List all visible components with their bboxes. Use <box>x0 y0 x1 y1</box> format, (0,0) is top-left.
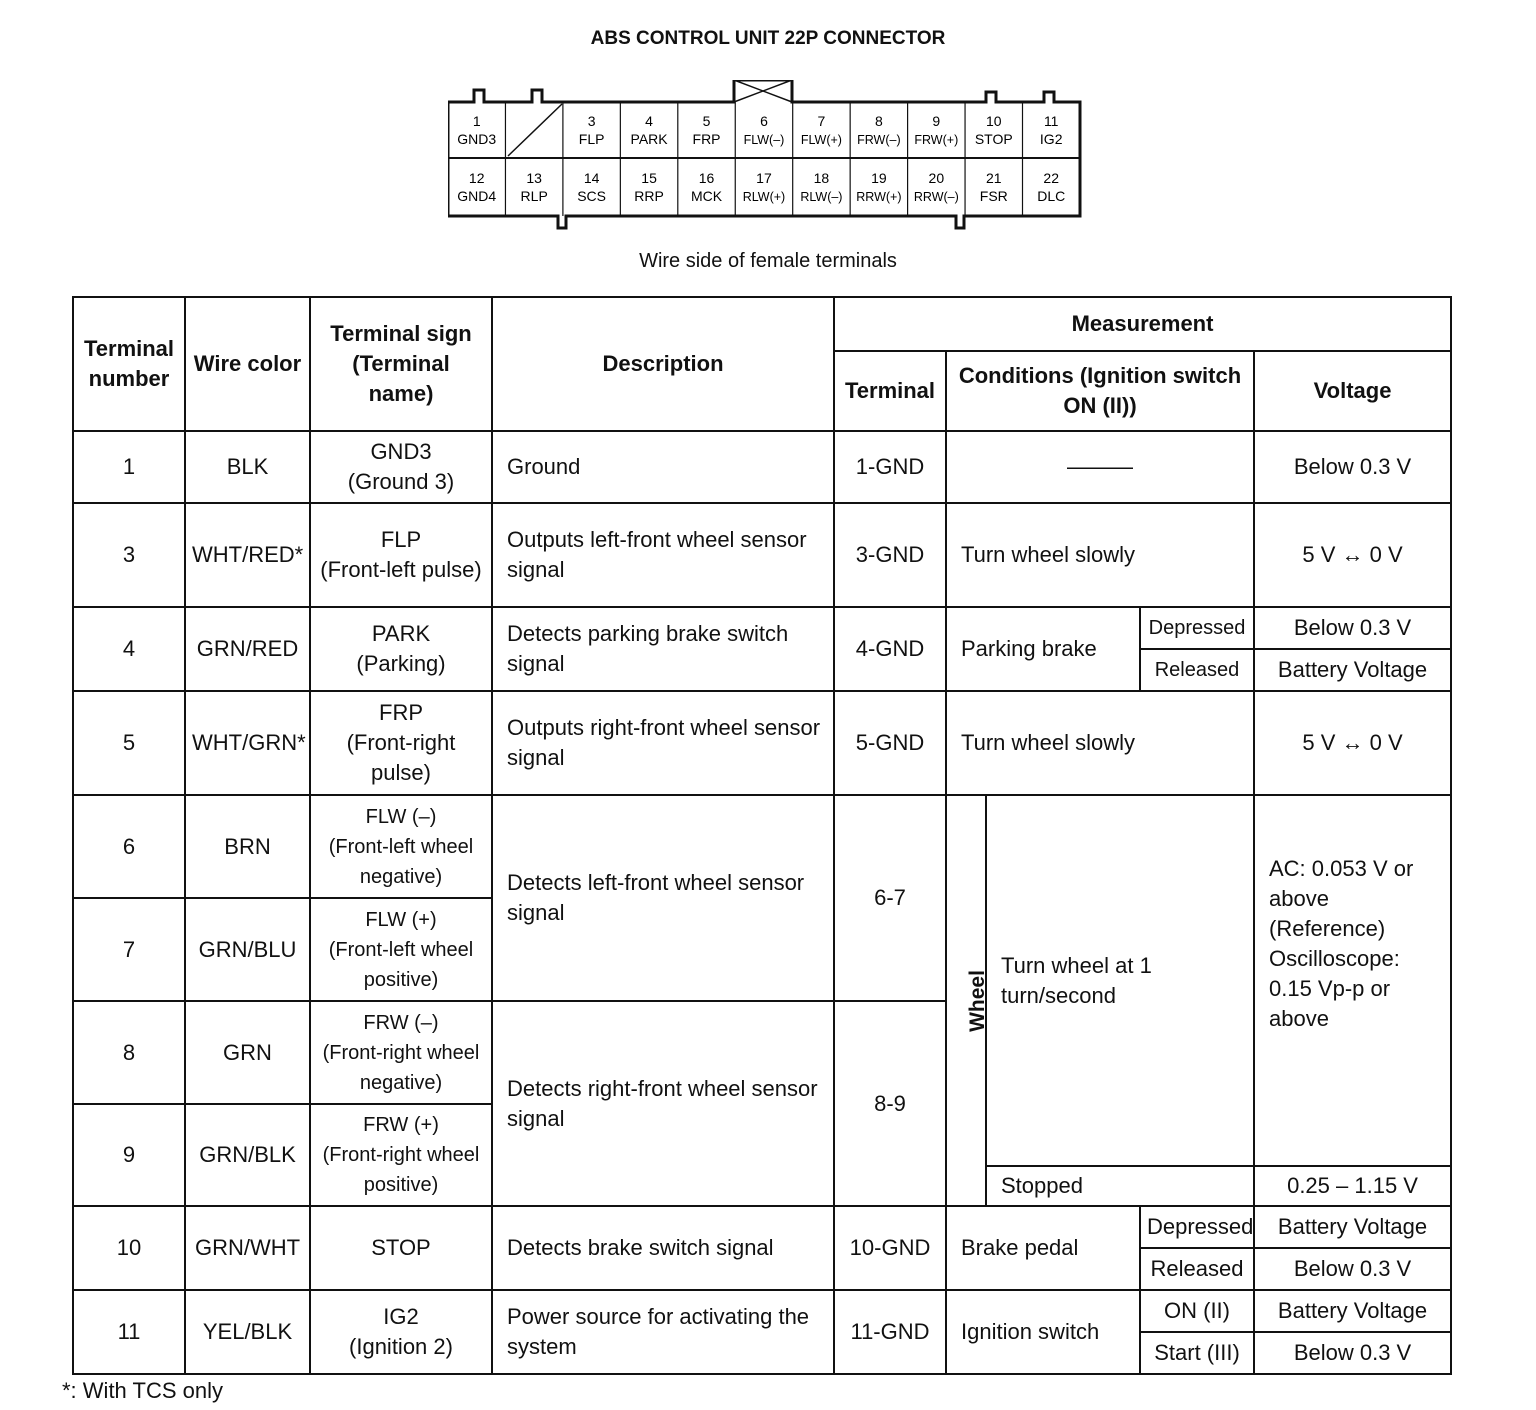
connector-pin-sign: RLP <box>520 188 548 204</box>
connector-pin-number: 5 <box>702 113 711 129</box>
connector-pin-number: 7 <box>817 113 826 129</box>
connector-pin-sign: RRW(–) <box>913 190 959 204</box>
terminal-sign <box>310 795 492 898</box>
terminal-table <box>72 296 1452 1375</box>
sign: GND3 <box>370 439 432 464</box>
condition: Turn wheel slowly <box>946 691 1254 795</box>
table-row <box>73 795 1451 898</box>
header-terminal: Terminal <box>834 351 946 431</box>
header-terminal-sign: Terminal sign (Terminal name) <box>310 297 492 431</box>
voltage: Battery Voltage <box>1254 1290 1451 1332</box>
voltage: 5 V ↔ 0 V <box>1254 503 1451 607</box>
connector-pin-sign: GND4 <box>457 188 497 204</box>
voltage: AC: 0.053 V or above (Reference) Oscilloscope: 0.15 Vp-p or above <box>1254 795 1451 1166</box>
measure-terminal: 4-GND <box>834 607 946 691</box>
sign: FLW (+) <box>365 908 437 931</box>
terminal-sign <box>310 898 492 1001</box>
terminal-sign <box>310 431 492 503</box>
terminal-sign <box>310 503 492 607</box>
sign-name: (Front-right wheel negative) <box>322 1041 480 1094</box>
description: Detects parking brake switch signal <box>492 607 834 691</box>
table-row <box>73 607 1451 649</box>
wire-color: BLK <box>185 431 310 503</box>
description: Outputs left-front wheel sensor signal <box>492 503 834 607</box>
condition: Turn wheel at 1 turn/second <box>986 795 1254 1166</box>
terminal-number: 10 <box>73 1206 185 1290</box>
table-row <box>73 431 1451 503</box>
sub-condition: Start (III) <box>1140 1332 1254 1374</box>
voltage: Battery Voltage <box>1254 649 1451 691</box>
wire-color: WHT/GRN* <box>185 691 310 795</box>
connector-pin-sign: MCK <box>690 188 723 204</box>
header-conditions: Conditions (Ignition switch ON (II)) <box>946 351 1254 431</box>
connector-pin-number: 18 <box>813 170 830 186</box>
sign-name: (Parking) <box>356 651 446 676</box>
terminal-sign <box>310 1001 492 1104</box>
description: Detects brake switch signal <box>492 1206 834 1290</box>
connector-pin-sign: GND3 <box>457 131 497 147</box>
description: Detects left-front wheel sensor signal <box>492 795 834 1001</box>
connector-pin-number: 19 <box>871 170 887 186</box>
connector-pin-sign: SCS <box>577 188 607 204</box>
connector-diagram <box>448 80 1084 232</box>
connector-pin-number: 21 <box>985 170 1002 186</box>
voltage: Below 0.3 V <box>1254 607 1451 649</box>
connector-pin-sign: RLW(–) <box>800 190 843 204</box>
connector-pin-number: 17 <box>756 170 772 186</box>
voltage: Battery Voltage <box>1254 1206 1451 1248</box>
wheel-label-cell <box>946 795 989 1206</box>
connector-pin-number: 4 <box>645 113 653 129</box>
wire-color: YEL/BLK <box>185 1290 310 1374</box>
sub-condition: Depressed <box>1140 1206 1254 1248</box>
connector-pin-number: 12 <box>468 170 485 186</box>
sign-name: (Front-right pulse) <box>346 730 456 785</box>
table-row <box>73 503 1451 607</box>
connector-pin-sign: IG2 <box>1039 131 1063 147</box>
terminal-sign: STOP <box>310 1206 492 1290</box>
terminal-number: 1 <box>73 431 185 503</box>
table-row <box>73 1290 1451 1332</box>
connector-pin-number: 9 <box>932 113 941 129</box>
description: Ground <box>492 431 834 503</box>
condition: Stopped <box>986 1166 1254 1206</box>
connector-pin-sign: RRP <box>634 188 664 204</box>
condition: Brake pedal <box>946 1206 1140 1290</box>
sub-condition: Released <box>1140 649 1254 691</box>
wire-color: GRN <box>185 1001 310 1104</box>
connector-pin-number: 16 <box>698 170 715 186</box>
table-row <box>73 1206 1451 1248</box>
connector-pin-sign: RLW(+) <box>742 190 786 204</box>
description: Detects right-front wheel sensor signal <box>492 1001 834 1206</box>
condition: Parking brake <box>946 607 1140 691</box>
connector-pin-number: 6 <box>760 113 768 129</box>
measure-terminal: 3-GND <box>834 503 946 607</box>
terminal-number: 5 <box>73 691 185 795</box>
terminal-number: 11 <box>73 1290 185 1374</box>
connector-pin-sign: PARK <box>630 131 668 147</box>
connector-blank-slash <box>508 104 562 156</box>
header-description: Description <box>492 297 834 431</box>
table-row <box>73 691 1451 795</box>
terminal-sign <box>310 1104 492 1206</box>
page-title: ABS CONTROL UNIT 22P CONNECTOR <box>590 28 946 49</box>
sub-condition: Released <box>1140 1248 1254 1290</box>
terminal-number: 3 <box>73 503 185 607</box>
sign: FRW (+) <box>363 1114 439 1136</box>
voltage: Below 0.3 V <box>1254 1248 1451 1290</box>
connector-caption: Wire side of female terminals <box>639 250 897 272</box>
terminal-sign <box>310 1290 492 1374</box>
footnote: *: With TCS only <box>62 1378 223 1403</box>
condition: Turn wheel slowly <box>946 503 1254 607</box>
connector-pin-sign: FLW(+) <box>800 133 842 147</box>
connector-pin-sign: DLC <box>1037 188 1066 204</box>
connector-pin-sign: FRW(–) <box>857 133 901 147</box>
terminal-number: 9 <box>73 1104 185 1206</box>
connector-pin-number: 8 <box>874 113 883 129</box>
measure-terminal: 6-7 <box>834 795 946 1001</box>
terminal-number: 4 <box>73 607 185 691</box>
connector-pin-number: 14 <box>583 170 600 186</box>
wire-color: GRN/RED <box>185 607 310 691</box>
header-voltage: Voltage <box>1254 351 1451 431</box>
voltage: Below 0.3 V <box>1254 431 1451 503</box>
voltage: 0.25 – 1.15 V <box>1254 1166 1451 1206</box>
terminal-number: 6 <box>73 795 185 898</box>
wire-color: GRN/BLU <box>185 898 310 1001</box>
header-wire-color: Wire color <box>185 297 310 431</box>
wire-color: WHT/RED* <box>185 503 310 607</box>
connector-pin-number: 11 <box>1043 113 1059 129</box>
measure-terminal: 1-GND <box>834 431 946 503</box>
connector-pin-sign: STOP <box>974 131 1013 147</box>
measure-terminal: 10-GND <box>834 1206 946 1290</box>
sign: FRW (–) <box>363 1011 439 1034</box>
measure-terminal: 11-GND <box>834 1290 946 1374</box>
sign: PARK <box>371 621 431 646</box>
wheel-label: Wheel <box>965 970 989 1032</box>
connector-outline <box>448 80 1080 228</box>
header-measurement: Measurement <box>834 297 1451 351</box>
terminal-sign <box>310 691 492 795</box>
condition: ——— <box>946 431 1254 503</box>
sub-condition: ON (II) <box>1140 1290 1254 1332</box>
measure-terminal: 8-9 <box>834 1001 946 1206</box>
connector-pin-sign: FSR <box>979 188 1008 204</box>
sub-condition: Depressed <box>1140 607 1254 649</box>
connector-pin-sign: FLP <box>578 131 605 147</box>
sign: FRP <box>379 700 423 725</box>
connector-pin-sign: FLW(–) <box>743 133 785 147</box>
connector-pin-number: 13 <box>526 170 542 186</box>
sign-name: (Front-left wheel negative) <box>328 835 474 888</box>
wire-color: GRN/BLK <box>185 1104 310 1206</box>
description: Power source for activating the system <box>492 1290 834 1374</box>
sign-name: (Front-left pulse) <box>320 557 482 582</box>
measure-terminal: 5-GND <box>834 691 946 795</box>
connector-pin-number: 22 <box>1043 170 1060 186</box>
voltage: 5 V ↔ 0 V <box>1254 691 1451 795</box>
condition: Ignition switch <box>946 1290 1140 1374</box>
connector-pin-number: 10 <box>985 113 1002 129</box>
connector-pin-sign: RRW(+) <box>856 190 902 204</box>
sign-name: (Ground 3) <box>347 469 455 494</box>
connector-pin-sign: FRP <box>692 131 721 147</box>
connector-pin-number: 3 <box>587 113 596 129</box>
sign-name: (Ignition 2) <box>349 1334 453 1359</box>
terminal-sign <box>310 607 492 691</box>
sign-name: (Front-right wheel positive) <box>322 1144 480 1196</box>
terminal-number: 7 <box>73 898 185 1001</box>
sign: FLP <box>380 527 422 552</box>
terminal-number: 8 <box>73 1001 185 1104</box>
sign: IG2 <box>383 1304 419 1329</box>
connector-pin-number: 15 <box>641 170 657 186</box>
sign: FLW (–) <box>365 805 437 828</box>
header-terminal-number: Terminal number <box>73 297 185 431</box>
wire-color: BRN <box>185 795 310 898</box>
connector-pin-number: 20 <box>928 170 945 186</box>
description: Outputs right-front wheel sensor signal <box>492 691 834 795</box>
voltage: Below 0.3 V <box>1254 1332 1451 1374</box>
connector-pin-sign: FRW(+) <box>914 133 959 147</box>
connector-pin-number: 1 <box>472 113 481 129</box>
sign-name: (Front-left wheel positive) <box>328 938 474 991</box>
wire-color: GRN/WHT <box>185 1206 310 1290</box>
